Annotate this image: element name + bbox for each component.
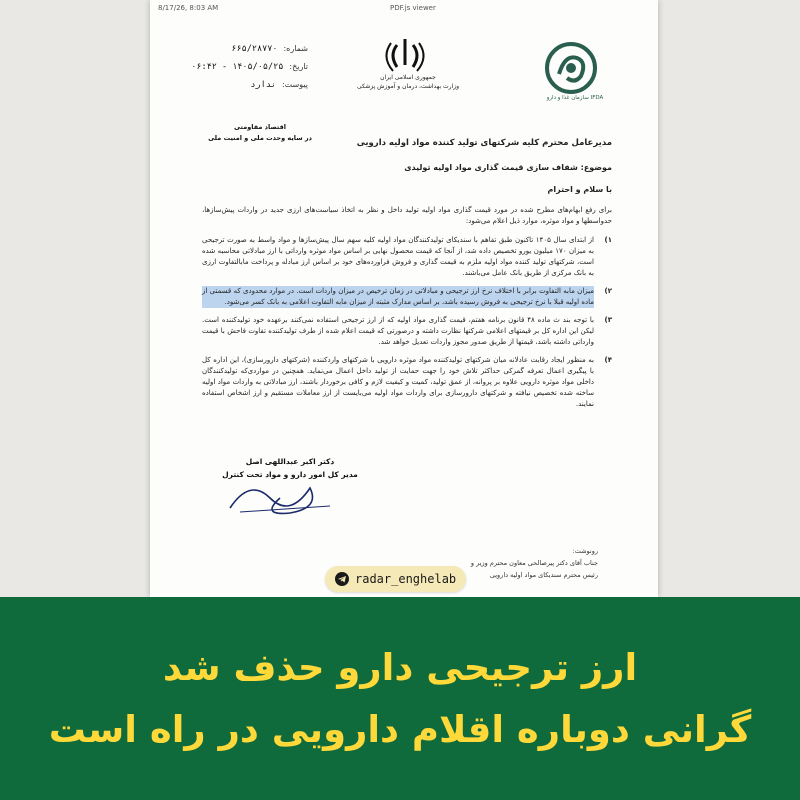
letter-meta	[168, 40, 308, 94]
list-item	[202, 235, 612, 279]
signer-title: مدیر کل امور دارو و مواد تحت کنترل	[222, 470, 358, 479]
letter-body	[202, 138, 612, 417]
iran-emblem-icon	[375, 35, 435, 75]
signer-name: دکتر اکبر عبداللهی اصل	[245, 457, 335, 466]
headline-line-1: ارز ترجیحی دارو حذف شد	[162, 645, 638, 689]
ministry-line: وزارت بهداشت، درمان و آموزش پزشکی	[356, 83, 460, 90]
list-item	[202, 286, 612, 308]
slogan-line-1: اقتصاد مقاومتی	[233, 123, 287, 131]
date-value: ۱۴۰۵/۰۵/۲۵ - ۰۶:۴۲	[191, 62, 284, 72]
pdf-viewer-label: PDF.js viewer	[390, 4, 436, 12]
number-value: ۶۶۵/۲۸۷۷۰	[231, 44, 278, 54]
headline-band	[0, 597, 800, 800]
channel-tag	[325, 566, 466, 592]
ministry-header	[348, 73, 468, 91]
item-number: ۳)	[604, 316, 612, 324]
item-text: به منظور ایجاد رقابت عادلانه میان شرکتهای تولیدکننده مواد موثره دارویی با شرکتهای واردکننده (شرکتهای دارورسازی)، این اداره کل با پیگیری اعمال تعرفه گمرکی حداکثر تلاش خود را جهت حمایت از تولید داخل اعمال می‌نماید. همچنین در مواردی‌که تولیدکنندگان داخلی مواد موثره دارویی علاوه بر پروانه، از عمق تولید، کمیت و کیفیت لازم و کافی برخوردار باشند، ارز مبادلاتی به واردات مواد اولیه ساخته شده تخصیص نیافته و شرکتهای دارورسازی برای واردات مواد اولیه می‌بایست از ارز معاملات مستقیم و ارز اشخاص استفاده نمایند.	[202, 356, 594, 408]
intro-paragraph: برای رفع ابهام‌های مطرح شده در مورد قیمت گذاری مواد اولیه تولید داخل و نظر به اتخاذ سیاست‌های ارزی جدید در واردات پیش‌سازها، حدواسطها و مواد موثره، موارد ذیل اعلام می‌شود:	[202, 206, 612, 225]
ifda-logo-icon	[543, 40, 599, 96]
republic-line: جمهوری اسلامی ایران	[380, 74, 436, 81]
addressee: مدیرعامل محترم کلیه شرکتهای تولید کننده مواد اولیه دارویی	[356, 138, 612, 148]
signature-scribble-icon	[220, 468, 340, 518]
list-item	[202, 355, 612, 410]
attachment-label: پیوست:	[281, 80, 308, 89]
subject: موضوع: شفاف سازی قیمت گذاری مواد اولیه تولیدی	[404, 163, 612, 172]
greeting: با سلام و احترام	[547, 185, 612, 194]
cc-line-2: رئیس محترم سندیکای مواد اولیه دارویی	[489, 571, 598, 579]
item-number: ۴)	[604, 356, 612, 364]
item-text: از ابتدای سال ۱۴۰۵ تاکنون طبق تفاهم با سندیکای تولیدکنندگان مواد اولیه کلیه سهم سال پیش‌سازها و مواد واسط به صورت ترجیحی به میزان ۱۷۰ میلیون یورو تخصیص داده شد، از آنجا که قیمت محصول نهایی بر اساس مواد موثره وارداتی با ارز مبادلاتی محاسبه شده است، شرکتهای تولید کننده مواد اولیه ملزم به قیمت گذاری و فروش فراورده‌های خود بر اساس ارز مبادله و پرداخت مابالتفاوت ارزی به بانک مرکزی از طریق بانک عامل می‌باشند.	[202, 236, 594, 277]
headline-line-2: گرانی دوباره اقلام دارویی در راه است	[48, 707, 752, 751]
cc-label: رونوشت:	[572, 547, 598, 555]
ifda-label	[540, 95, 610, 101]
number-label: شماره:	[283, 44, 308, 53]
cc-line-1: جناب آقای دکتر پیرصالحی معاون محترم وزیر و	[470, 559, 598, 567]
item-text-highlighted: میزان مابه التفاوت برابر با اختلاف نرخ ارز ترجیحی و مبادلاتی در زمان ترخیص در میزان واردات است. در موارد محدودی که قسمتی از ماده اولیه قبلا با نرخ ترجیحی به فروش رسیده باشد، بر اساس مدارک مثبته از میزان مابه التفاوت اعلامی به بانک کسر می‌شود.	[202, 287, 594, 306]
pdf-timestamp: 8/17/26, 8:03 AM	[158, 4, 219, 12]
ifda-subtext: سازمان غذا و دارو	[546, 95, 589, 101]
attachment-value: ندارد	[250, 80, 276, 90]
channel-handle: radar_enghelab	[355, 572, 457, 586]
slogan-line-2: در سایه وحدت ملی و امنیت ملی	[208, 134, 312, 142]
letter-page	[150, 0, 658, 597]
list-item	[202, 315, 612, 348]
item-number: ۲)	[604, 287, 612, 295]
telegram-icon	[335, 572, 349, 586]
date-label: تاریخ:	[289, 62, 308, 71]
ifda-acronym: IFDA	[590, 95, 604, 101]
item-text: با توجه بند ث ماده ۴۸ قانون برنامه هفتم، قیمت گذاری مواد اولیه که از ارز ترجیحی استفاده نمی‌کنند برعهده خود تولیدکننده است. لیکن این اداره کل بر قیمتهای اعلامی شرکتها نظارت داشته و درصورتی که قیمت اعلام شده از طرف تولیدکننده تفاوت فاحش با قیمت وارداتی داشته باشد، قیمتها از طریق صدور مجوز واردات تعدیل خواهد شد.	[202, 316, 595, 346]
item-number: ۱)	[604, 236, 612, 244]
